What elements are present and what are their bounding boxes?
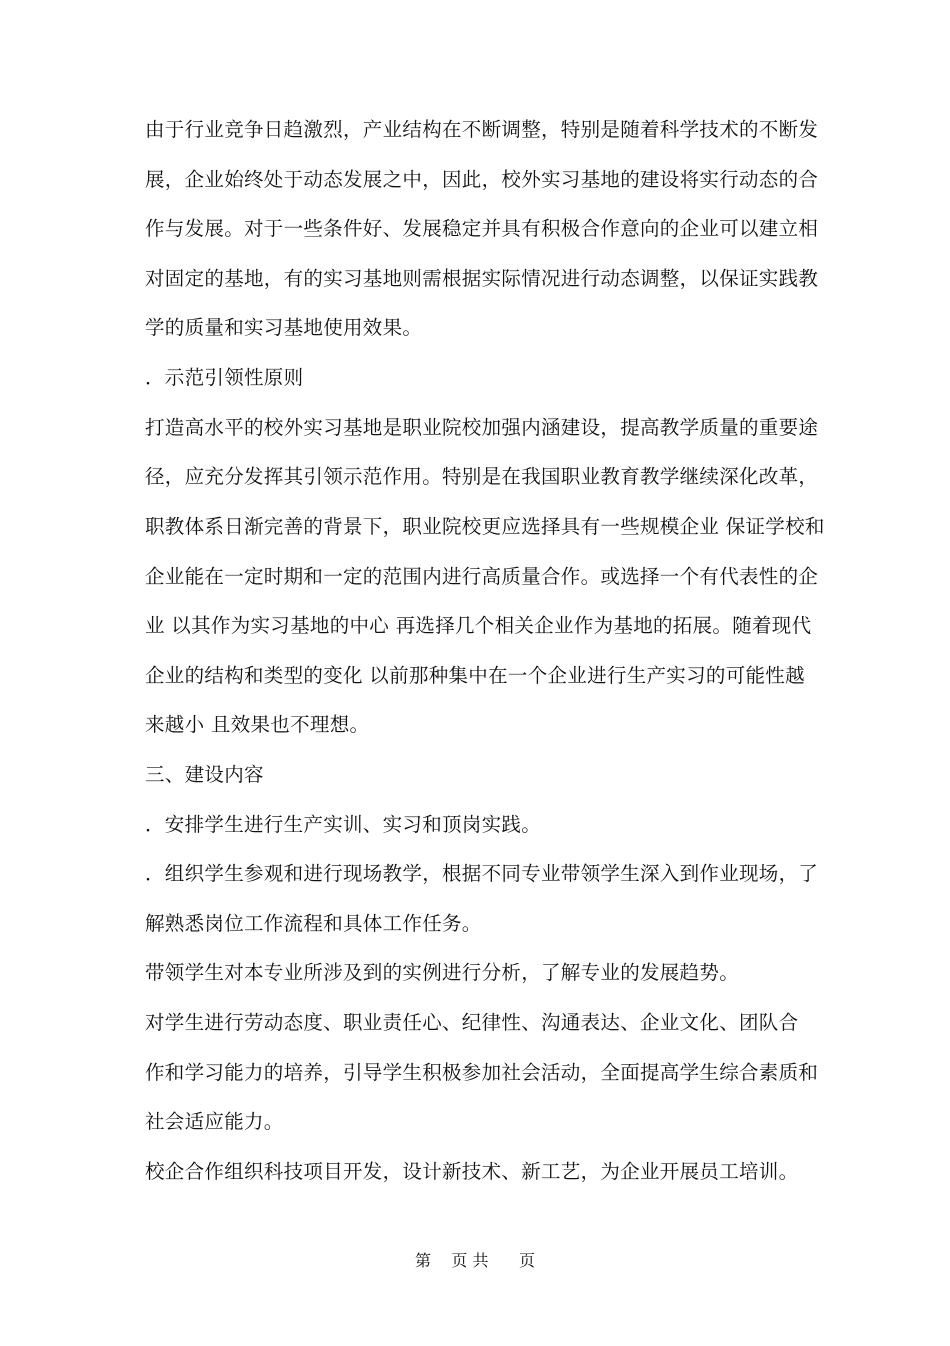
body-text-line: 业 以其作为实习基地的中心 再选择几个相关企业作为基地的拓展。随着现代 <box>145 614 812 637</box>
body-text-line: 径，应充分发挥其引领示范作用。特别是在我国职业教育教学继续深化改革， <box>145 465 819 488</box>
list-item: ．安排学生进行生产实训、实习和顶岗实践。 <box>145 813 542 836</box>
body-text-line: 作和学习能力的培养，引导学生积极参加社会活动，全面提高学生综合素质和 <box>145 1061 819 1084</box>
list-item: ．组织学生参观和进行现场教学，根据不同专业带领学生深入到作业现场，了 <box>145 862 819 885</box>
body-text-line: 社会适应能力。 <box>145 1110 284 1133</box>
body-text-line: 打造高水平的校外实习基地是职业院校加强内涵建设，提高教学质量的重要途 <box>145 416 819 439</box>
body-text-line: 学的质量和实习基地使用效果。 <box>145 316 423 339</box>
section-heading: ．示范引领性原则 <box>145 366 304 389</box>
page-footer: 第 页 共 页 <box>415 1251 535 1270</box>
body-text-line: 对固定的基地，有的实习基地则需根据实际情况进行动态调整，以保证实践教 <box>145 267 819 290</box>
list-item: 校企合作组织科技项目开发，设计新技术、新工艺，为企业开展员工培训。 <box>145 1160 799 1183</box>
section-heading: 三、建设内容 <box>145 763 264 786</box>
body-text-line: 作与发展。对于一些条件好、发展稳定并具有积极合作意向的企业可以建立相 <box>145 217 819 240</box>
body-text-line: 解熟悉岗位工作流程和具体工作任务。 <box>145 912 482 935</box>
body-text-line: 职教体系日渐完善的背景下，职业院校更应选择具有一些规模企业 保证学校和 <box>145 515 825 538</box>
list-item: 带领学生对本专业所涉及到的实例进行分析，了解专业的发展趋势。 <box>145 961 740 984</box>
list-item: 对学生进行劳动态度、职业责任心、纪律性、沟通表达、企业文化、团队合 <box>145 1011 799 1034</box>
body-text-line: 展，企业始终处于动态发展之中，因此，校外实习基地的建设将实行动态的合 <box>145 168 819 191</box>
body-text-line: 由于行业竞争日趋激烈，产业结构在不断调整，特别是随着科学技术的不断发 <box>145 118 819 141</box>
body-text-line: 企业能在一定时期和一定的范围内进行高质量合作。或选择一个有代表性的企 <box>145 565 819 588</box>
body-text-line: 企业的结构和类型的变化 以前那种集中在一个企业进行生产实习的可能性越 <box>145 664 805 687</box>
body-text-line: 来越小 且效果也不理想。 <box>145 713 370 736</box>
